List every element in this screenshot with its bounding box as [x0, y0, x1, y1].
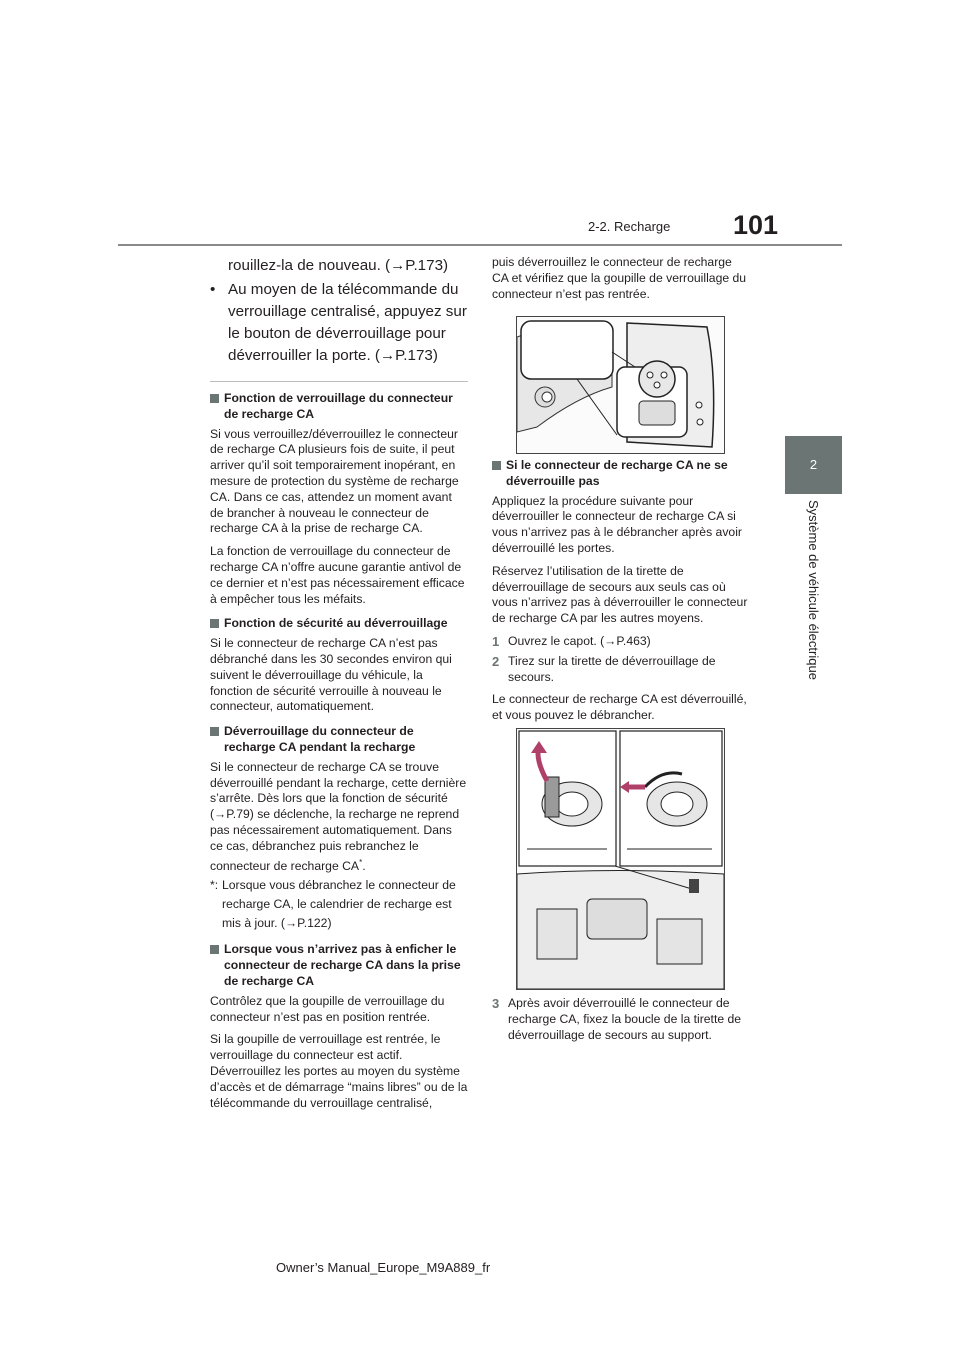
- paragraph: Si la goupille de verrouillage est rentrée, le verrouillage du connecteur est actif. Déverrouillez les portes au moyen du système d’accès et de démarrage “mains libres” ou de la télécommande du verrouillage centralisé,: [210, 1032, 468, 1110]
- section-heading: [210, 724, 468, 756]
- right-column-top: [492, 255, 750, 309]
- page-number: 101: [733, 210, 779, 240]
- charging-port-drawing: [517, 317, 724, 453]
- heading-text: Si le connecteur de recharge CA ne se déverrouille pas: [506, 458, 728, 488]
- section-title: 2-2. Recharge: [588, 219, 671, 234]
- square-bullet-icon: [210, 394, 219, 403]
- heading-text: Fonction de sécurité au déverrouillage: [224, 616, 448, 631]
- paragraph: [210, 760, 468, 875]
- paragraph-text: Si le connecteur de recharge CA se trouve déverrouillé pendant la recharge, cette dernière s’arrête. Dès lors que la fonction de sécurité (→P.79) se déclenche, la recharge ne reprend pas nécessairement automatiquement. Dans ce cas, débranchez puis rebranchez le connecteur de recharge CA: [210, 759, 467, 873]
- charging-port-illustration: [516, 316, 725, 454]
- chapter-tab: 2: [785, 436, 842, 494]
- intro-bullet-text: Au moyen de la télécommande du verrouillage centralisé, appuyez sur le bouton de déverrouillage pour déverrouiller la porte. (→P.173): [228, 281, 467, 364]
- heading-text: Lorsque vous n’arrivez pas à enficher le connecteur de recharge CA dans la prise de recharge CA: [224, 942, 461, 988]
- paragraph: puis déverrouillez le connecteur de recharge CA et vérifiez que la goupille de verrouillage du connecteur n’est pas rentrée.: [492, 255, 747, 301]
- step-item: [492, 634, 750, 650]
- footnote-text: Lorsque vous débranchez le connecteur de recharge CA, le calendrier de recharge est mis à jour. (→P.122): [222, 878, 456, 931]
- footer-text: Owner’s Manual_Europe_M9A889_fr: [276, 1260, 491, 1275]
- square-bullet-icon: [492, 461, 501, 470]
- right-column-middle: [492, 458, 750, 731]
- paragraph: La fonction de verrouillage du connecteur de recharge CA n’offre aucune garantie antivol de ce dernier et n’est pas nécessairement efficace à empêcher tous les méfaits.: [210, 544, 465, 606]
- section-heading: [210, 391, 468, 423]
- paragraph: Réservez l’utilisation de la tirette de déverrouillage de secours aux seuls cas où vous n’arrivez pas à déverrouiller le connecteur de recharge CA par les autres moyens.: [492, 563, 748, 626]
- square-bullet-icon: [210, 945, 219, 954]
- emergency-release-illustration: [516, 728, 725, 990]
- footnote-ref: *: [359, 857, 363, 867]
- paragraph-end: .: [362, 858, 366, 873]
- intro-continuation: rouillez-la de nouveau. (→P.173): [228, 257, 449, 274]
- step-number: 3: [492, 996, 500, 1011]
- paragraph: Appliquez la procédure suivante pour déverrouiller le connecteur de recharge CA si vous n’arrivez pas à le débrancher après avoir déverrouillé les portes.: [492, 493, 742, 555]
- step-text: Tirez sur la tirette de déverrouillage de secours.: [508, 653, 716, 684]
- intro-bullet: [210, 279, 468, 367]
- step-number: 1: [492, 633, 500, 649]
- paragraph: Le connecteur de recharge CA est déverrouillé, et vous pouvez le débrancher.: [492, 692, 747, 723]
- section-heading: [210, 616, 468, 632]
- step-text: Ouvrez le capot. (→P.463): [508, 633, 651, 648]
- footnote-mark: *:: [210, 878, 219, 893]
- square-bullet-icon: [210, 619, 219, 628]
- bullet-mark: •: [210, 281, 216, 298]
- step-item: [492, 654, 750, 686]
- paragraph: Si vous verrouillez/déverrouillez le connecteur de recharge CA plusieurs fois de suite, il peut arriver qu’il soit temporairement inopérant, en mesure de protection du système de recharge CA. Dans ce cas, attendez un moment avant de brancher à nouveau le connecteur de recharge CA à la prise de recharge CA.: [210, 426, 459, 536]
- section-heading: [210, 942, 468, 989]
- section-heading: [492, 458, 750, 490]
- square-bullet-icon: [210, 727, 219, 736]
- step-item: [492, 996, 750, 1043]
- right-column-bottom: [492, 996, 750, 1050]
- chapter-side-title: [785, 500, 842, 710]
- divider: [210, 381, 468, 382]
- chapter-side-title-text: Système de véhicule électrique: [806, 500, 821, 680]
- heading-text: Déverrouillage du connecteur de recharge CA pendant la recharge: [224, 724, 416, 754]
- footnote: [210, 876, 468, 933]
- emergency-release-drawing: [517, 729, 724, 989]
- left-column: [210, 255, 468, 1118]
- paragraph: Contrôlez que la goupille de verrouillage du connecteur n’est pas en position rentrée.: [210, 993, 445, 1024]
- paragraph: Si le connecteur de recharge CA n’est pas débranché dans les 30 secondes environ qui suivent le déverrouillage du véhicule, la fonction de sécurité verrouille à nouveau le connecteur, automatiquement.: [210, 636, 452, 714]
- step-text: Après avoir déverrouillé le connecteur de recharge CA, fixez la boucle de la tirette de déverrouillage de secours au support.: [508, 996, 742, 1042]
- header-rule: [118, 244, 842, 246]
- heading-text: Fonction de verrouillage du connecteur de recharge CA: [224, 391, 453, 421]
- step-number: 2: [492, 653, 500, 669]
